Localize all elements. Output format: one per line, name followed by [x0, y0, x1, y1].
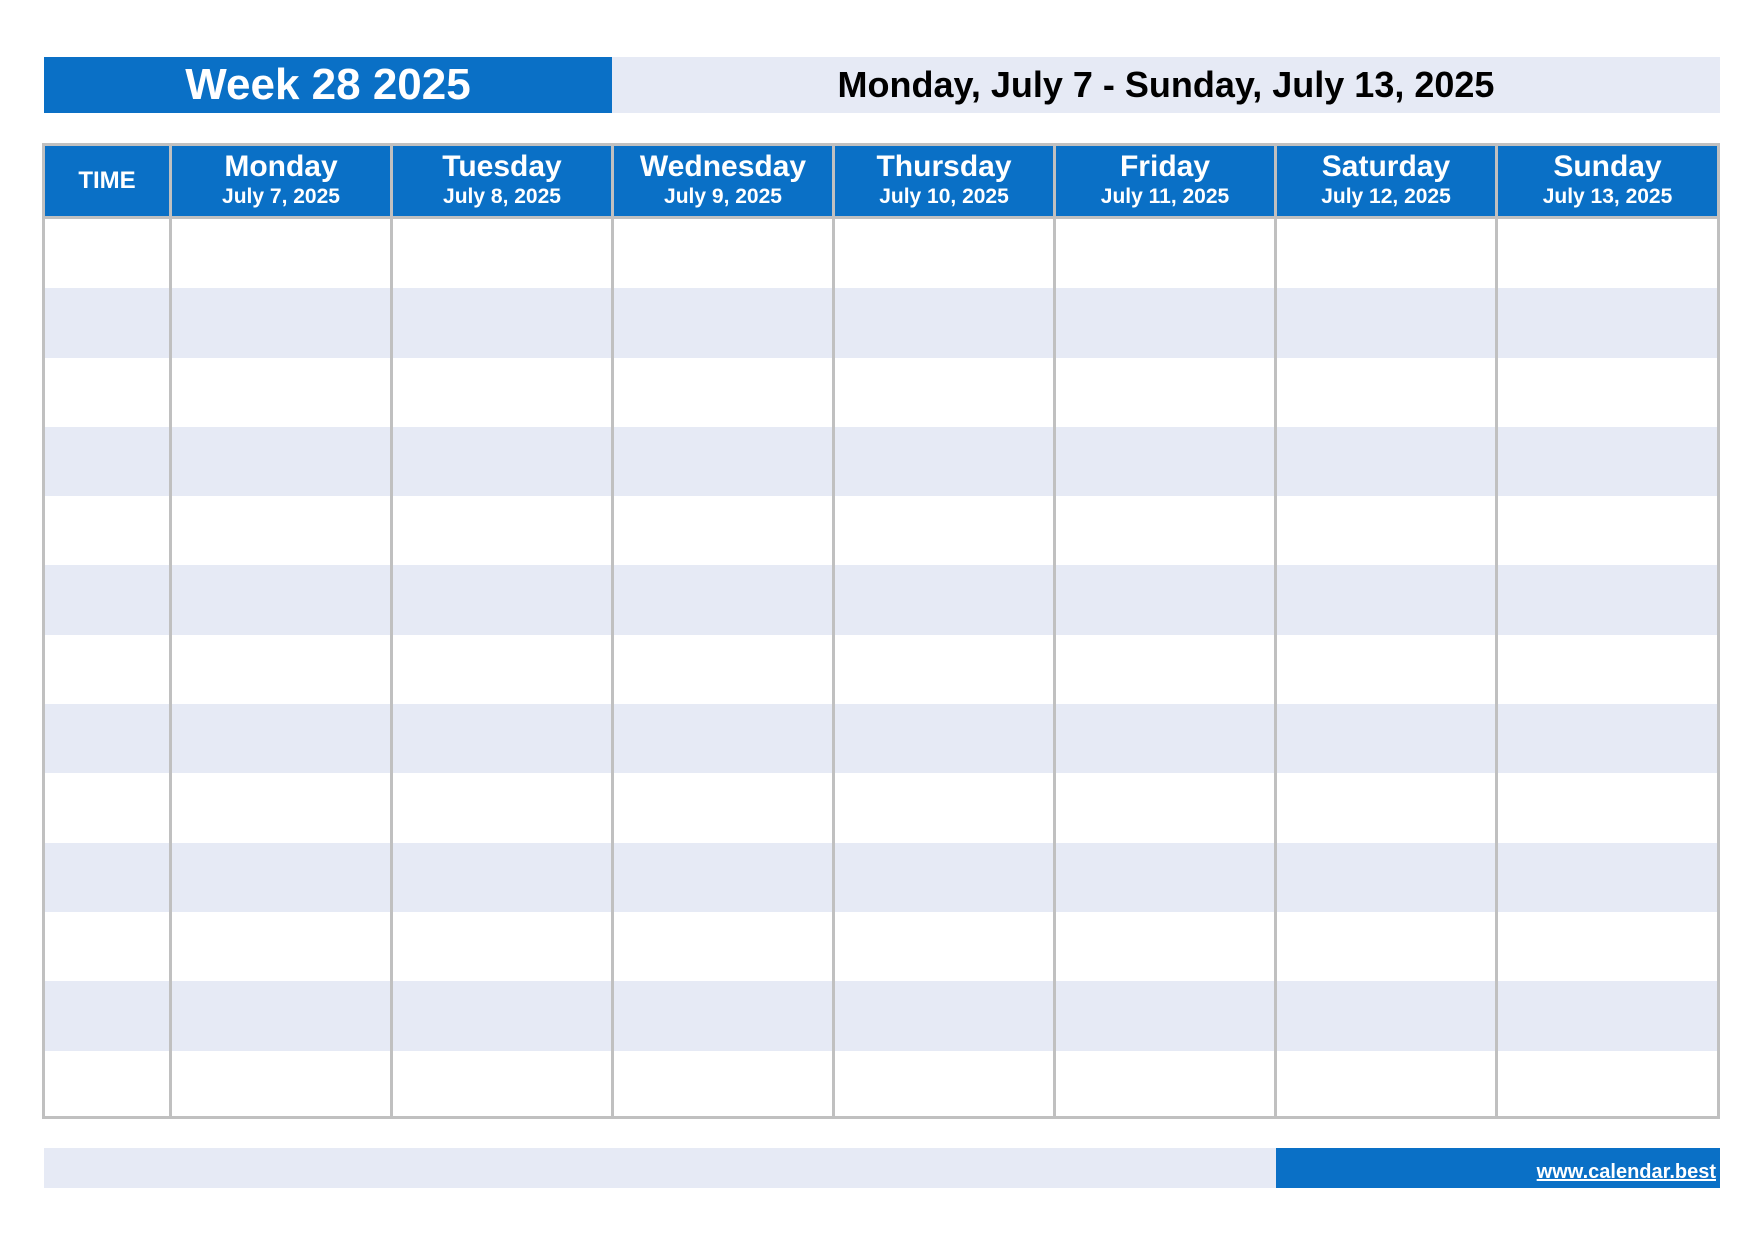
time-slot-row[interactable] [45, 843, 1717, 912]
day-date: July 7, 2025 [222, 185, 340, 208]
day-name: Friday [1119, 150, 1211, 183]
time-slot-row[interactable] [45, 981, 1717, 1050]
time-slot-row[interactable] [45, 773, 1717, 842]
time-slot-row[interactable] [45, 912, 1717, 981]
time-slot-row[interactable] [45, 288, 1717, 357]
title-bar [44, 57, 1720, 113]
day-name: Sunday [1553, 150, 1662, 183]
footer-band [44, 1148, 1276, 1188]
footer-link-box [1276, 1148, 1720, 1188]
column-divider [390, 146, 393, 1116]
day-header-thursday [835, 146, 1053, 216]
day-name: Monday [224, 150, 338, 183]
time-header-label: TIME [78, 167, 136, 194]
column-divider [1495, 146, 1498, 1116]
time-slot-row[interactable] [45, 565, 1717, 634]
week-title: Week 28 2025 [44, 57, 612, 113]
time-slot-row[interactable] [45, 427, 1717, 496]
time-slot-row[interactable] [45, 219, 1717, 288]
day-name: Wednesday [639, 150, 807, 183]
day-header-monday [172, 146, 390, 216]
column-divider [832, 146, 835, 1116]
day-header-friday [1056, 146, 1274, 216]
day-name: Tuesday [442, 150, 562, 183]
grid-body [45, 219, 1717, 1116]
day-date: July 13, 2025 [1542, 185, 1673, 208]
footer-bar [44, 1148, 1720, 1188]
day-header-saturday [1277, 146, 1495, 216]
time-slot-row[interactable] [45, 358, 1717, 427]
day-header-wednesday [614, 146, 832, 216]
grid-header-row [45, 146, 1717, 219]
day-name: Thursday [876, 150, 1012, 183]
column-divider [1274, 146, 1277, 1116]
day-header-sunday [1498, 146, 1717, 216]
day-name: Saturday [1321, 150, 1451, 183]
day-date: July 12, 2025 [1321, 185, 1451, 208]
day-header-tuesday [393, 146, 611, 216]
time-slot-row[interactable] [45, 496, 1717, 565]
time-slot-row[interactable] [45, 704, 1717, 773]
time-slot-row[interactable] [45, 635, 1717, 704]
column-divider [169, 146, 172, 1116]
time-header [45, 146, 169, 216]
website-link[interactable]: www.calendar.best [1536, 1161, 1716, 1183]
day-date: July 9, 2025 [664, 185, 782, 208]
column-divider [1053, 146, 1056, 1116]
day-date: July 8, 2025 [443, 185, 561, 208]
time-slot-row[interactable] [45, 1051, 1717, 1119]
day-date: July 11, 2025 [1100, 185, 1230, 208]
weekly-grid [42, 143, 1720, 1119]
column-divider [611, 146, 614, 1116]
day-date: July 10, 2025 [879, 185, 1009, 208]
date-range: Monday, July 7 - Sunday, July 13, 2025 [612, 57, 1720, 113]
